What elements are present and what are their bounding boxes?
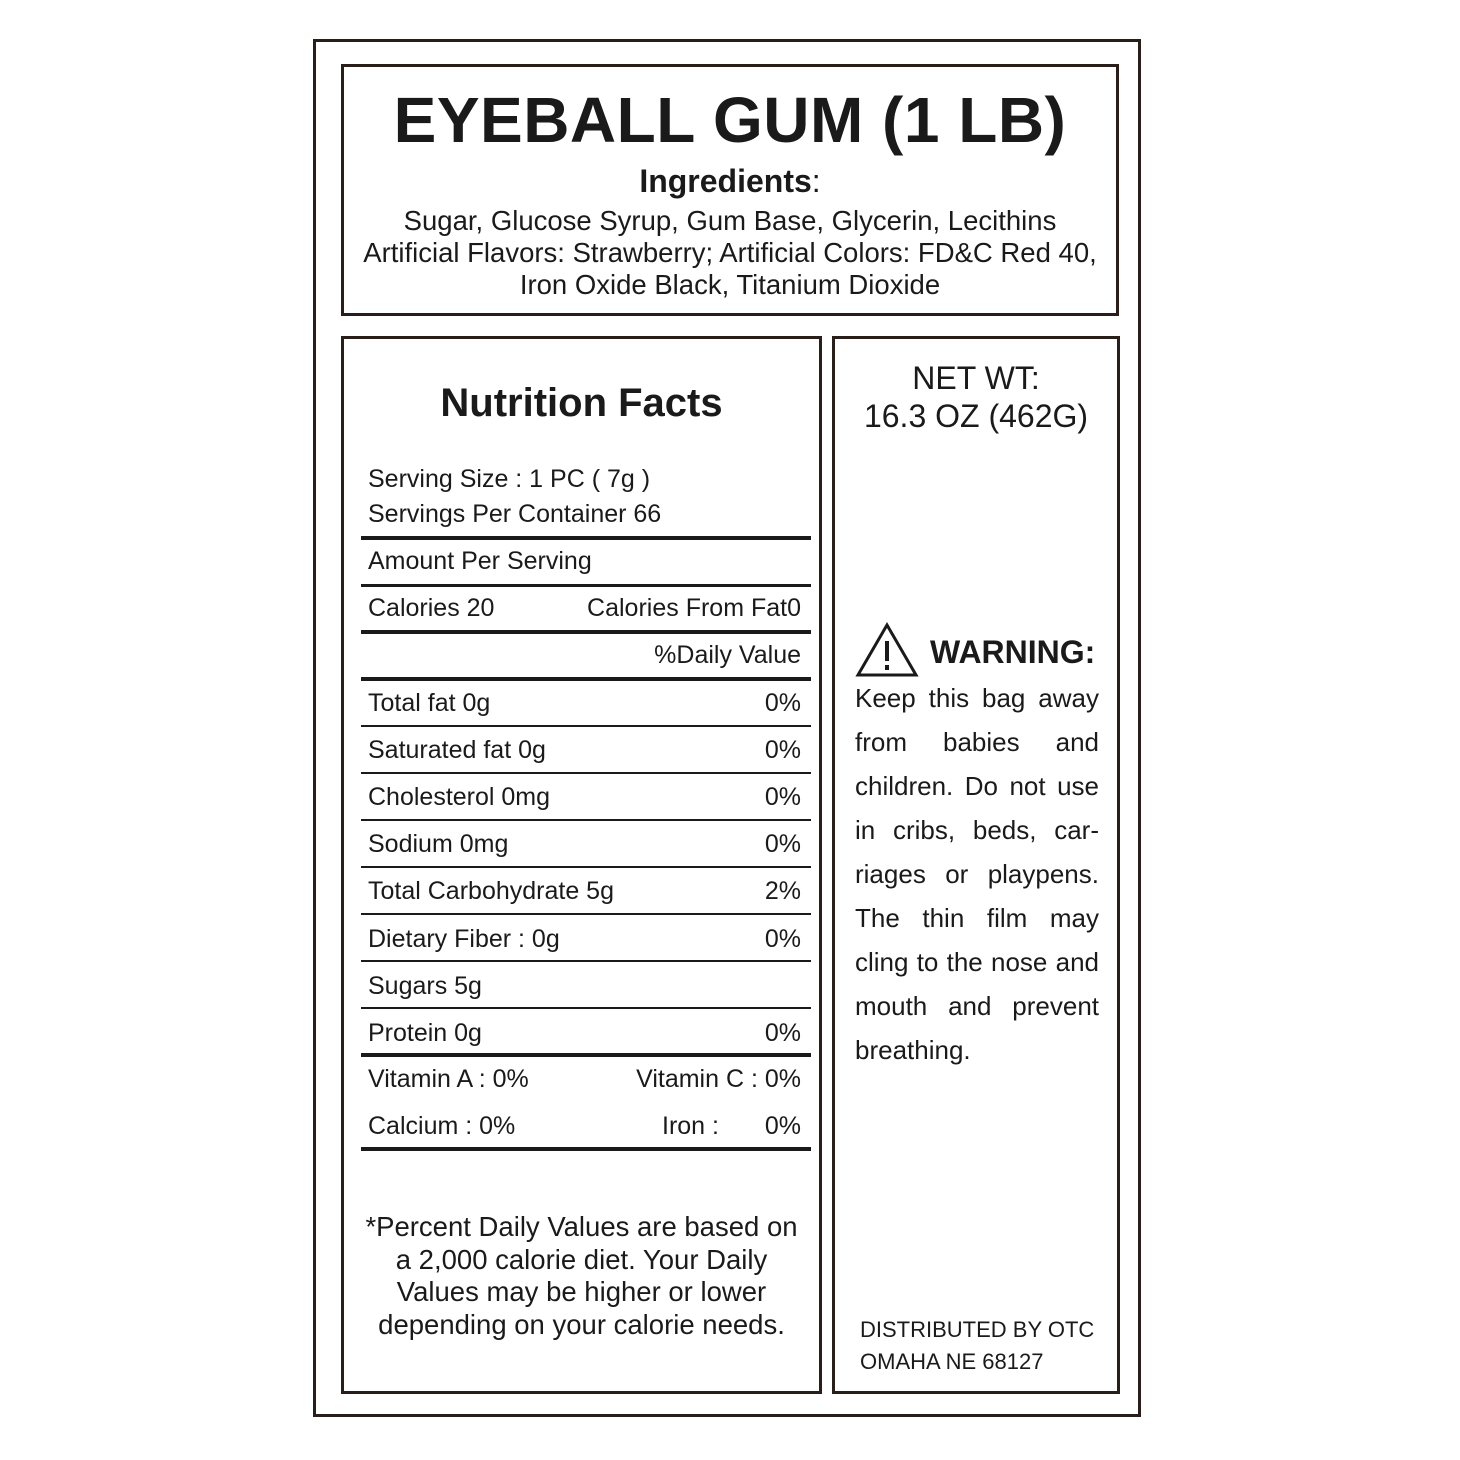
net-weight-value: 16.3 OZ (462G) [863,398,1089,434]
net-weight [835,359,1117,435]
nutrition-facts-title: Nutrition Facts [440,381,723,425]
ingredients-heading [344,163,1116,199]
calories-row [368,593,801,623]
ingredients-label: Ingredients [639,163,812,199]
nutrient-label: Cholesterol 0mg [368,783,551,811]
distributor-line-1: DISTRIBUTED BY OTC [860,1317,1095,1342]
divider [361,677,811,681]
nutrient-label: Sugars 5g [368,972,482,1000]
daily-value-footnote: *Percent Daily Values are based on a 2,000 calorie diet. Your Daily Values may be higher or lower depending on your calorie needs. [365,1211,798,1340]
nutrient-row [368,924,801,954]
calories: Calories 20 [368,594,495,622]
vitamin-a: Vitamin A : 0% [368,1065,529,1093]
divider [361,913,811,915]
nutrient-dv: 0% [764,689,801,717]
nutrient-row [368,829,801,859]
vitamins-row [368,1064,801,1094]
nutrient-row [368,688,801,718]
side-panel [832,336,1120,1394]
divider [361,1147,811,1151]
amount-per-serving: Amount Per Serving [368,547,592,575]
amount-per-serving-row [368,546,801,576]
product-title: EYEBALL GUM (1 LB) [393,84,1067,156]
divider [361,866,811,868]
serving-size: Serving Size : 1 PC ( 7g ) [368,465,651,493]
warning-title: WARNING: [930,634,1096,670]
ingredients-panel [341,64,1119,316]
divider [361,536,811,540]
nutrient-dv: 0% [764,1019,801,1047]
divider [361,960,811,962]
ingredients-colon: : [811,163,821,199]
calcium: Calcium : 0% [368,1112,516,1140]
minerals-row [368,1111,801,1141]
nutrient-label: Total fat 0g [368,689,491,717]
nutrient-dv: 0% [764,830,801,858]
vitamin-c: Vitamin C : 0% [636,1065,801,1093]
divider [361,630,811,634]
divider [361,725,811,727]
divider [361,772,811,774]
nutrient-row [368,782,801,812]
nutrient-dv: 0% [764,925,801,953]
iron-value: 0% [764,1112,801,1140]
nutrient-dv: 0% [764,783,801,811]
warning-text: Keep this bag away from babies and children. Do not use in cribs, beds, carriages or playpens. The thin film may cling to the nose and mouth and prevent breathing. [855,683,1099,1065]
nutrient-dv: 0% [764,736,801,764]
distributor-info [860,1314,1094,1378]
nutrient-row [368,971,801,1001]
daily-value-header: %Daily Value [654,641,801,669]
distributor-line-2: OMAHA NE 68127 [860,1349,1044,1374]
nutrient-label: Dietary Fiber : 0g [368,925,560,953]
nutrient-label: Total Carbohydrate 5g [368,877,614,905]
nutrient-dv: 2% [764,877,801,905]
ingredients-text: Sugar, Glucose Syrup, Gum Base, Glycerin, Lecithins Artificial Flavors: Strawberry; Artificial Colors: FD&C Red 40, Iron Oxide Black, Titanium Dioxide [363,205,1097,300]
nutrient-label: Protein 0g [368,1019,482,1047]
nutrition-facts-panel [341,336,822,1394]
calories-from-fat: Calories From Fat0 [587,594,801,622]
divider [361,584,811,587]
warning-triangle-icon [855,622,919,683]
servings-per-container: Servings Per Container 66 [368,500,662,528]
nutrient-row [368,735,801,765]
divider [361,1053,811,1057]
nutrient-label: Saturated fat 0g [368,736,546,764]
nutrient-label: Sodium 0mg [368,830,509,858]
daily-value-header-row [368,640,801,670]
divider [361,1007,811,1009]
net-weight-label: NET WT: [912,360,1040,396]
divider [361,819,811,821]
nutrient-row [368,876,801,906]
iron-label: Iron : [662,1112,719,1140]
nutrient-row [368,1018,801,1048]
